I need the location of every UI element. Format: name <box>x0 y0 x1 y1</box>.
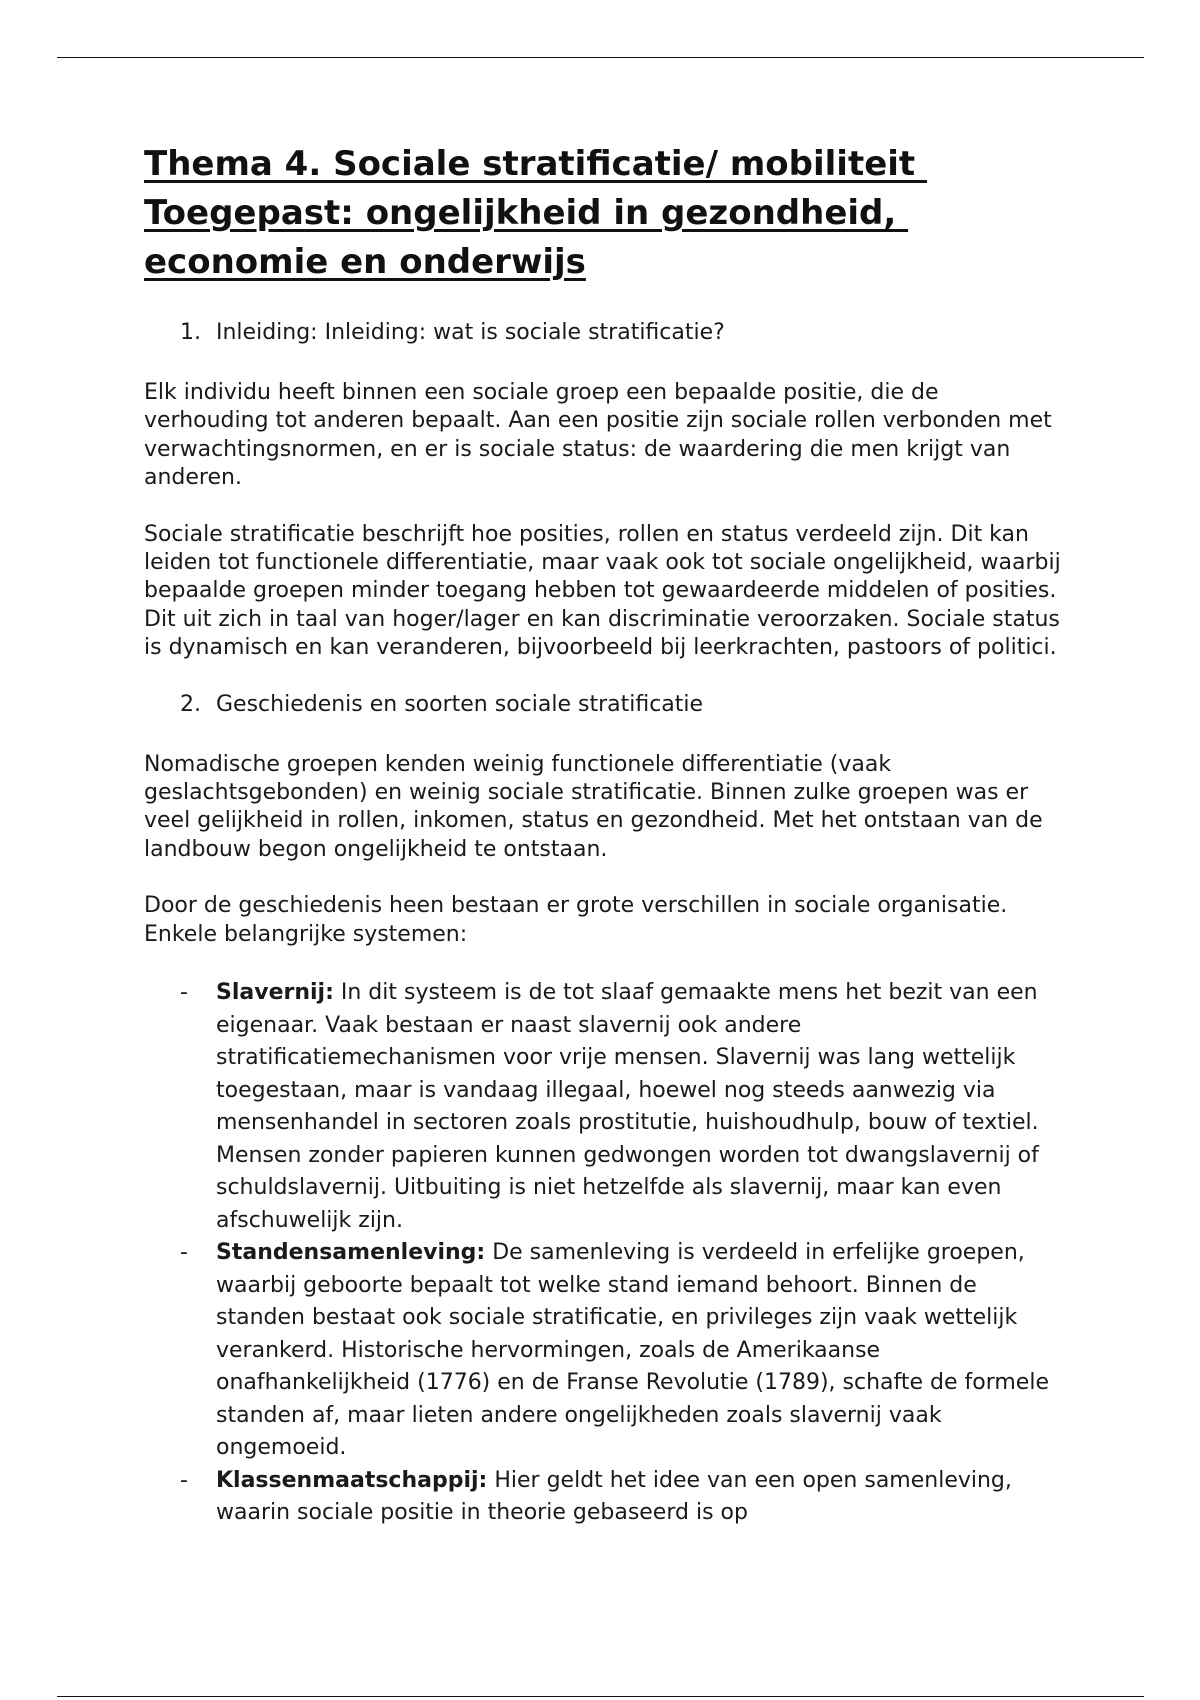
paragraph: Sociale stratificatie beschrijft hoe posities, rollen en status verdeeld zijn. Dit kan leiden tot functionele differentiatie, maar vaak ook tot sociale ongelijkheid, waarbij bepaalde groepen minder toegang hebben tot gewaardeerde middelen of posities. Dit uit zich in taal van hoger/lager en kan discriminatie veroorzaken. Sociale status is dynamisch en kan veranderen, bijvoorbeeld bij leerkrachten, pastoors of politici. <box>144 521 1061 661</box>
section-heading-2 <box>144 691 1064 719</box>
list-item-text: In dit systeem is de tot slaaf gemaakte mens het bezit van een eigenaar. Vaak bestaan er naast slavernij ook andere stratificatiemechanismen voor vrije mensen. Slavernij was lang wettelijk toegestaan, maar is vandaag illegaal, hoewel nog steeds aanwezig via mensenhandel in sectoren zoals prostitutie, huishoudhulp, bouw of textiel. Mensen zonder papieren kunnen gedwongen worden tot dwangslavernij of schuldslavernij. Uitbuiting is niet hetzelfde als slavernij, maar kan even afschuwelijk zijn. <box>216 980 1039 1233</box>
title-line: Toegepast: ongelijkheid in gezondheid, <box>144 193 909 233</box>
list-item-text: Hier geldt het idee van een open samenleving, waarin sociale positie in theorie gebaseerd is op <box>216 1467 1012 1526</box>
bullet-dash: - <box>180 1467 188 1493</box>
header-rule <box>57 57 1144 58</box>
section-heading-1 <box>144 319 1064 347</box>
paragraph: Elk individu heeft binnen een sociale groep een bepaalde positie, die de verhouding tot anderen bepaalt. Aan een positie zijn sociale rollen verbonden met verwachtingsnormen, en er is sociale status: de waardering die men krijgt van anderen. <box>144 380 1052 491</box>
document-title <box>144 140 1064 287</box>
footer-rule <box>57 1696 1144 1697</box>
list-item-term: Standensamenleving: <box>216 1240 486 1266</box>
list-item <box>144 977 1064 1237</box>
section-number: 2. <box>180 691 201 717</box>
title-line: economie en onderwijs <box>144 242 586 282</box>
section-heading-text: Geschiedenis en soorten sociale stratificatie <box>216 691 704 717</box>
systems-list <box>144 977 1064 1530</box>
list-item-term: Klassenmaatschappij: <box>216 1467 488 1493</box>
section-heading-text: Inleiding: Inleiding: wat is sociale stratificatie? <box>216 320 725 345</box>
bullet-dash: - <box>180 980 188 1006</box>
list-item <box>144 1237 1064 1465</box>
section-number: 1. <box>180 320 201 345</box>
bullet-dash: - <box>180 1240 188 1266</box>
document-body <box>144 140 1064 1530</box>
list-item-term: Slavernij: <box>216 980 334 1006</box>
list-item <box>144 1465 1064 1530</box>
paragraph: Nomadische groepen kenden weinig functionele differentiatie (vaak geslachtsgebonden) en weinig sociale stratificatie. Binnen zulke groepen was er veel gelijkheid in rollen, inkomen, status en gezondheid. Met het ontstaan van de landbouw begon ongelijkheid te ontstaan. <box>144 751 1043 862</box>
title-line: Thema 4. Sociale stratificatie/ mobiliteit <box>144 144 927 184</box>
list-item-text: De samenleving is verdeeld in erfelijke groepen, waarbij geboorte bepaalt tot welke stand iemand behoort. Binnen de standen bestaat ook sociale stratificatie, en privileges zijn vaak wettelijk verankerd. Historische hervormingen, zoals de Amerikaanse onafhankelijkheid (1776) en de Franse Revolutie (1789), schafte de formele standen af, maar lieten andere ongelijkheden zoals slavernij vaak ongemoeid. <box>216 1240 1049 1461</box>
paragraph: Door de geschiedenis heen bestaan er grote verschillen in sociale organisatie. Enkele belangrijke systemen: <box>144 893 1008 947</box>
